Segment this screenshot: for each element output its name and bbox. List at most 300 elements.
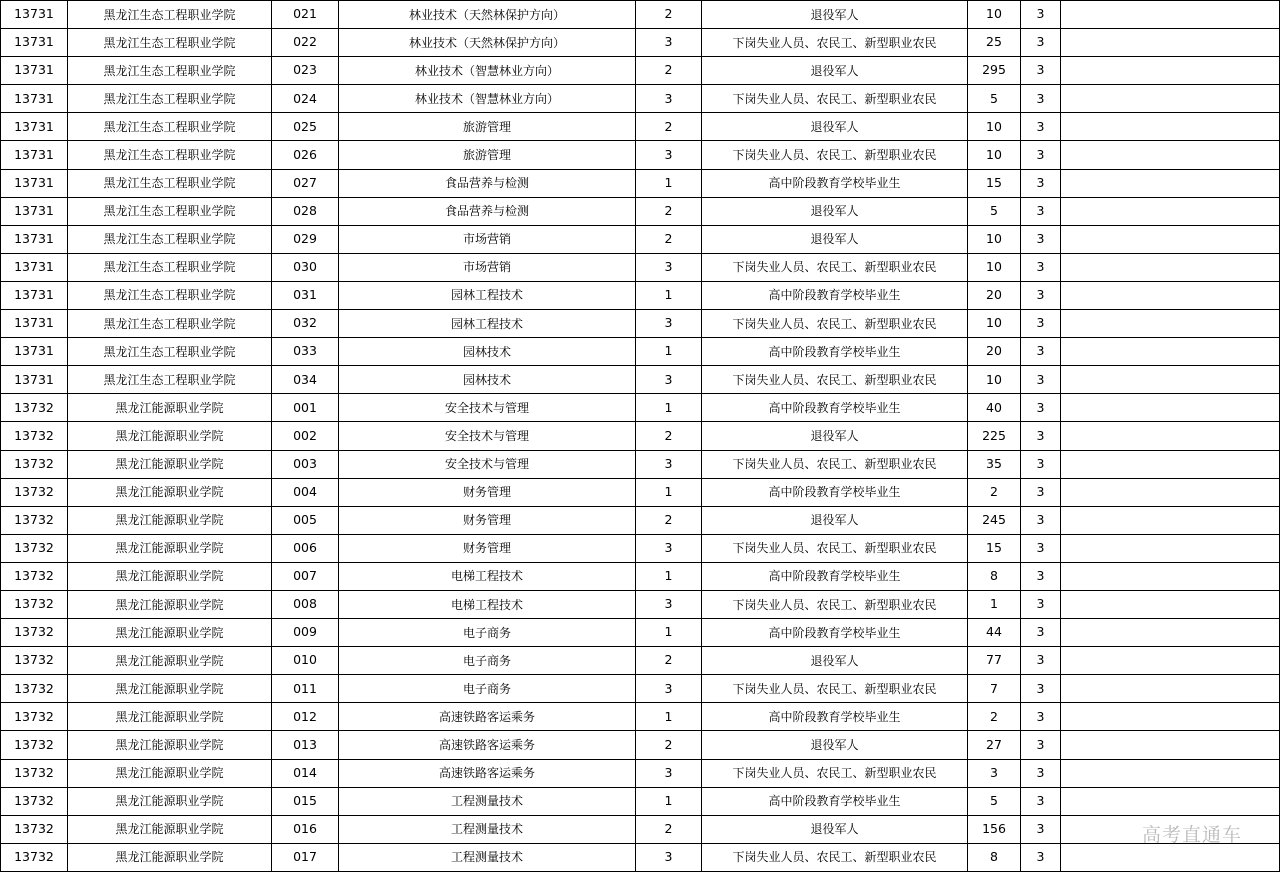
school-name-cell: 黑龙江生态工程职业学院 — [68, 281, 272, 309]
school-code-cell: 13732 — [1, 590, 68, 618]
school-name-cell: 黑龙江能源职业学院 — [68, 619, 272, 647]
note-cell — [1061, 506, 1280, 534]
note-cell — [1061, 338, 1280, 366]
school-code-cell: 13732 — [1, 787, 68, 815]
category-cell: 3 — [636, 843, 702, 871]
school-code-cell: 13732 — [1, 422, 68, 450]
applicant-type-cell: 高中阶段教育学校毕业生 — [702, 169, 968, 197]
table-row — [1, 29, 1280, 57]
table-row — [1, 675, 1280, 703]
school-code-cell: 13732 — [1, 534, 68, 562]
category-cell: 2 — [636, 113, 702, 141]
quota-cell: 156 — [968, 815, 1021, 843]
school-name-cell: 黑龙江生态工程职业学院 — [68, 338, 272, 366]
category-cell: 2 — [636, 197, 702, 225]
major-name-cell: 林业技术（智慧林业方向） — [339, 85, 636, 113]
duration-cell: 3 — [1021, 759, 1061, 787]
major-name-cell: 财务管理 — [339, 534, 636, 562]
table-row — [1, 703, 1280, 731]
applicant-type-cell: 高中阶段教育学校毕业生 — [702, 703, 968, 731]
quota-cell: 10 — [968, 141, 1021, 169]
school-name-cell: 黑龙江能源职业学院 — [68, 506, 272, 534]
school-code-cell: 13731 — [1, 225, 68, 253]
note-cell — [1061, 281, 1280, 309]
quota-cell: 2 — [968, 703, 1021, 731]
duration-cell: 3 — [1021, 253, 1061, 281]
major-code-cell: 030 — [272, 253, 339, 281]
applicant-type-cell: 下岗失业人员、农民工、新型职业农民 — [702, 29, 968, 57]
applicant-type-cell: 退役军人 — [702, 113, 968, 141]
table-row — [1, 281, 1280, 309]
category-cell: 2 — [636, 815, 702, 843]
duration-cell: 3 — [1021, 394, 1061, 422]
quota-cell: 10 — [968, 310, 1021, 338]
major-code-cell: 009 — [272, 619, 339, 647]
major-code-cell: 023 — [272, 57, 339, 85]
applicant-type-cell: 高中阶段教育学校毕业生 — [702, 478, 968, 506]
school-code-cell: 13732 — [1, 450, 68, 478]
school-name-cell: 黑龙江生态工程职业学院 — [68, 169, 272, 197]
note-cell — [1061, 731, 1280, 759]
school-name-cell: 黑龙江能源职业学院 — [68, 647, 272, 675]
duration-cell: 3 — [1021, 703, 1061, 731]
school-name-cell: 黑龙江能源职业学院 — [68, 703, 272, 731]
table-row — [1, 590, 1280, 618]
applicant-type-cell: 退役军人 — [702, 57, 968, 85]
major-name-cell: 电子商务 — [339, 675, 636, 703]
note-cell — [1061, 1, 1280, 29]
quota-cell: 27 — [968, 731, 1021, 759]
major-name-cell: 食品营养与检测 — [339, 169, 636, 197]
duration-cell: 3 — [1021, 534, 1061, 562]
table-row — [1, 843, 1280, 871]
school-name-cell: 黑龙江生态工程职业学院 — [68, 29, 272, 57]
applicant-type-cell: 下岗失业人员、农民工、新型职业农民 — [702, 534, 968, 562]
applicant-type-cell: 高中阶段教育学校毕业生 — [702, 338, 968, 366]
major-code-cell: 033 — [272, 338, 339, 366]
quota-cell: 5 — [968, 197, 1021, 225]
applicant-type-cell: 退役军人 — [702, 815, 968, 843]
note-cell — [1061, 310, 1280, 338]
table-row — [1, 253, 1280, 281]
applicant-type-cell: 下岗失业人员、农民工、新型职业农民 — [702, 253, 968, 281]
major-code-cell: 022 — [272, 29, 339, 57]
major-name-cell: 工程测量技术 — [339, 815, 636, 843]
table-row — [1, 787, 1280, 815]
table-body — [1, 1, 1280, 872]
school-code-cell: 13732 — [1, 759, 68, 787]
major-code-cell: 011 — [272, 675, 339, 703]
applicant-type-cell: 退役军人 — [702, 225, 968, 253]
table-row — [1, 422, 1280, 450]
note-cell — [1061, 619, 1280, 647]
applicant-type-cell: 高中阶段教育学校毕业生 — [702, 787, 968, 815]
quota-cell: 5 — [968, 85, 1021, 113]
quota-cell: 1 — [968, 590, 1021, 618]
duration-cell: 3 — [1021, 422, 1061, 450]
school-name-cell: 黑龙江能源职业学院 — [68, 815, 272, 843]
category-cell: 1 — [636, 562, 702, 590]
school-name-cell: 黑龙江生态工程职业学院 — [68, 225, 272, 253]
major-name-cell: 电子商务 — [339, 619, 636, 647]
school-name-cell: 黑龙江能源职业学院 — [68, 394, 272, 422]
school-code-cell: 13731 — [1, 113, 68, 141]
duration-cell: 3 — [1021, 478, 1061, 506]
quota-cell: 225 — [968, 422, 1021, 450]
quota-cell: 2 — [968, 478, 1021, 506]
major-code-cell: 021 — [272, 1, 339, 29]
quota-cell: 10 — [968, 113, 1021, 141]
major-code-cell: 005 — [272, 506, 339, 534]
category-cell: 1 — [636, 281, 702, 309]
major-name-cell: 高速铁路客运乘务 — [339, 759, 636, 787]
applicant-type-cell: 退役军人 — [702, 506, 968, 534]
school-code-cell: 13732 — [1, 675, 68, 703]
category-cell: 2 — [636, 225, 702, 253]
note-cell — [1061, 759, 1280, 787]
major-name-cell: 园林工程技术 — [339, 281, 636, 309]
school-name-cell: 黑龙江生态工程职业学院 — [68, 57, 272, 85]
note-cell — [1061, 534, 1280, 562]
school-name-cell: 黑龙江能源职业学院 — [68, 731, 272, 759]
duration-cell: 3 — [1021, 310, 1061, 338]
school-name-cell: 黑龙江生态工程职业学院 — [68, 1, 272, 29]
category-cell: 3 — [636, 141, 702, 169]
quota-cell: 8 — [968, 843, 1021, 871]
applicant-type-cell: 下岗失业人员、农民工、新型职业农民 — [702, 675, 968, 703]
note-cell — [1061, 85, 1280, 113]
major-code-cell: 026 — [272, 141, 339, 169]
category-cell: 3 — [636, 366, 702, 394]
applicant-type-cell: 下岗失业人员、农民工、新型职业农民 — [702, 590, 968, 618]
school-name-cell: 黑龙江生态工程职业学院 — [68, 253, 272, 281]
major-code-cell: 031 — [272, 281, 339, 309]
major-name-cell: 财务管理 — [339, 478, 636, 506]
table-row — [1, 394, 1280, 422]
table-row — [1, 366, 1280, 394]
major-name-cell: 市场营销 — [339, 253, 636, 281]
major-code-cell: 006 — [272, 534, 339, 562]
applicant-type-cell: 退役军人 — [702, 422, 968, 450]
category-cell: 1 — [636, 619, 702, 647]
major-code-cell: 015 — [272, 787, 339, 815]
major-code-cell: 003 — [272, 450, 339, 478]
note-cell — [1061, 590, 1280, 618]
category-cell: 2 — [636, 1, 702, 29]
major-code-cell: 024 — [272, 85, 339, 113]
watermark: 高考直通车 — [1142, 824, 1243, 846]
category-cell: 3 — [636, 85, 702, 113]
note-cell — [1061, 675, 1280, 703]
note-cell — [1061, 843, 1280, 871]
major-name-cell: 财务管理 — [339, 506, 636, 534]
table-row — [1, 197, 1280, 225]
school-name-cell: 黑龙江能源职业学院 — [68, 562, 272, 590]
major-name-cell: 安全技术与管理 — [339, 450, 636, 478]
applicant-type-cell: 下岗失业人员、农民工、新型职业农民 — [702, 310, 968, 338]
duration-cell: 3 — [1021, 197, 1061, 225]
table-row — [1, 1, 1280, 29]
school-code-cell: 13732 — [1, 562, 68, 590]
school-code-cell: 13731 — [1, 338, 68, 366]
category-cell: 3 — [636, 450, 702, 478]
quota-cell: 3 — [968, 759, 1021, 787]
category-cell: 3 — [636, 675, 702, 703]
applicant-type-cell: 下岗失业人员、农民工、新型职业农民 — [702, 843, 968, 871]
note-cell — [1061, 169, 1280, 197]
category-cell: 1 — [636, 394, 702, 422]
note-cell — [1061, 57, 1280, 85]
category-cell: 3 — [636, 29, 702, 57]
major-name-cell: 安全技术与管理 — [339, 422, 636, 450]
school-code-cell: 13731 — [1, 29, 68, 57]
table-row — [1, 815, 1280, 843]
category-cell: 3 — [636, 253, 702, 281]
table-row — [1, 731, 1280, 759]
major-name-cell: 食品营养与检测 — [339, 197, 636, 225]
note-cell — [1061, 478, 1280, 506]
major-name-cell: 电子商务 — [339, 647, 636, 675]
school-name-cell: 黑龙江生态工程职业学院 — [68, 141, 272, 169]
note-cell — [1061, 787, 1280, 815]
school-name-cell: 黑龙江能源职业学院 — [68, 590, 272, 618]
major-code-cell: 025 — [272, 113, 339, 141]
school-code-cell: 13732 — [1, 703, 68, 731]
major-code-cell: 013 — [272, 731, 339, 759]
table-row — [1, 169, 1280, 197]
quota-cell: 295 — [968, 57, 1021, 85]
duration-cell: 3 — [1021, 506, 1061, 534]
major-code-cell: 002 — [272, 422, 339, 450]
school-name-cell: 黑龙江能源职业学院 — [68, 787, 272, 815]
school-code-cell: 13731 — [1, 253, 68, 281]
table-row — [1, 57, 1280, 85]
major-name-cell: 工程测量技术 — [339, 843, 636, 871]
school-code-cell: 13731 — [1, 57, 68, 85]
applicant-type-cell: 退役军人 — [702, 197, 968, 225]
category-cell: 2 — [636, 422, 702, 450]
note-cell — [1061, 141, 1280, 169]
quota-cell: 245 — [968, 506, 1021, 534]
duration-cell: 3 — [1021, 225, 1061, 253]
school-code-cell: 13732 — [1, 394, 68, 422]
school-name-cell: 黑龙江生态工程职业学院 — [68, 366, 272, 394]
applicant-type-cell: 下岗失业人员、农民工、新型职业农民 — [702, 450, 968, 478]
category-cell: 2 — [636, 647, 702, 675]
table-row — [1, 562, 1280, 590]
category-cell: 1 — [636, 703, 702, 731]
major-name-cell: 工程测量技术 — [339, 787, 636, 815]
school-code-cell: 13732 — [1, 506, 68, 534]
quota-cell: 40 — [968, 394, 1021, 422]
duration-cell: 3 — [1021, 562, 1061, 590]
category-cell: 3 — [636, 534, 702, 562]
major-code-cell: 017 — [272, 843, 339, 871]
note-cell — [1061, 450, 1280, 478]
school-code-cell: 13731 — [1, 197, 68, 225]
school-code-cell: 13731 — [1, 169, 68, 197]
applicant-type-cell: 高中阶段教育学校毕业生 — [702, 619, 968, 647]
duration-cell: 3 — [1021, 57, 1061, 85]
school-name-cell: 黑龙江生态工程职业学院 — [68, 85, 272, 113]
school-name-cell: 黑龙江能源职业学院 — [68, 759, 272, 787]
quota-cell: 5 — [968, 787, 1021, 815]
duration-cell: 3 — [1021, 675, 1061, 703]
duration-cell: 3 — [1021, 29, 1061, 57]
school-name-cell: 黑龙江生态工程职业学院 — [68, 113, 272, 141]
duration-cell: 3 — [1021, 590, 1061, 618]
category-cell: 2 — [636, 731, 702, 759]
duration-cell: 3 — [1021, 338, 1061, 366]
school-code-cell: 13732 — [1, 478, 68, 506]
table-row — [1, 759, 1280, 787]
major-name-cell: 市场营销 — [339, 225, 636, 253]
applicant-type-cell: 高中阶段教育学校毕业生 — [702, 394, 968, 422]
table-row — [1, 619, 1280, 647]
note-cell — [1061, 197, 1280, 225]
quota-cell: 8 — [968, 562, 1021, 590]
major-name-cell: 园林技术 — [339, 366, 636, 394]
school-name-cell: 黑龙江能源职业学院 — [68, 843, 272, 871]
note-cell — [1061, 253, 1280, 281]
quota-cell: 10 — [968, 366, 1021, 394]
duration-cell: 3 — [1021, 141, 1061, 169]
table-row — [1, 225, 1280, 253]
duration-cell: 3 — [1021, 619, 1061, 647]
category-cell: 3 — [636, 590, 702, 618]
school-code-cell: 13732 — [1, 731, 68, 759]
school-code-cell: 13732 — [1, 815, 68, 843]
school-code-cell: 13731 — [1, 310, 68, 338]
school-code-cell: 13732 — [1, 843, 68, 871]
major-name-cell: 旅游管理 — [339, 113, 636, 141]
major-name-cell: 林业技术（天然林保护方向） — [339, 1, 636, 29]
quota-cell: 25 — [968, 29, 1021, 57]
category-cell: 1 — [636, 478, 702, 506]
duration-cell: 3 — [1021, 366, 1061, 394]
school-name-cell: 黑龙江能源职业学院 — [68, 422, 272, 450]
major-name-cell: 林业技术（智慧林业方向） — [339, 57, 636, 85]
applicant-type-cell: 下岗失业人员、农民工、新型职业农民 — [702, 85, 968, 113]
major-name-cell: 旅游管理 — [339, 141, 636, 169]
major-name-cell: 园林工程技术 — [339, 310, 636, 338]
school-code-cell: 13731 — [1, 141, 68, 169]
applicant-type-cell: 下岗失业人员、农民工、新型职业农民 — [702, 141, 968, 169]
school-code-cell: 13731 — [1, 281, 68, 309]
quota-cell: 20 — [968, 338, 1021, 366]
school-name-cell: 黑龙江能源职业学院 — [68, 450, 272, 478]
quota-cell: 44 — [968, 619, 1021, 647]
school-name-cell: 黑龙江生态工程职业学院 — [68, 310, 272, 338]
category-cell: 1 — [636, 338, 702, 366]
quota-cell: 20 — [968, 281, 1021, 309]
table-row — [1, 478, 1280, 506]
quota-cell: 77 — [968, 647, 1021, 675]
quota-cell: 10 — [968, 253, 1021, 281]
table-row — [1, 450, 1280, 478]
duration-cell: 3 — [1021, 731, 1061, 759]
duration-cell: 3 — [1021, 450, 1061, 478]
applicant-type-cell: 高中阶段教育学校毕业生 — [702, 281, 968, 309]
note-cell — [1061, 113, 1280, 141]
table-row — [1, 647, 1280, 675]
quota-cell: 35 — [968, 450, 1021, 478]
table-row — [1, 506, 1280, 534]
applicant-type-cell: 退役军人 — [702, 1, 968, 29]
duration-cell: 3 — [1021, 169, 1061, 197]
major-code-cell: 034 — [272, 366, 339, 394]
major-code-cell: 001 — [272, 394, 339, 422]
quota-cell: 10 — [968, 225, 1021, 253]
major-name-cell: 高速铁路客运乘务 — [339, 731, 636, 759]
major-name-cell: 园林技术 — [339, 338, 636, 366]
duration-cell: 3 — [1021, 113, 1061, 141]
table-row — [1, 534, 1280, 562]
note-cell — [1061, 422, 1280, 450]
school-code-cell: 13731 — [1, 366, 68, 394]
quota-cell: 15 — [968, 534, 1021, 562]
note-cell — [1061, 225, 1280, 253]
note-cell — [1061, 366, 1280, 394]
quota-cell: 10 — [968, 1, 1021, 29]
applicant-type-cell: 退役军人 — [702, 731, 968, 759]
school-code-cell: 13732 — [1, 647, 68, 675]
category-cell: 2 — [636, 506, 702, 534]
major-code-cell: 008 — [272, 590, 339, 618]
category-cell: 3 — [636, 310, 702, 338]
applicant-type-cell: 下岗失业人员、农民工、新型职业农民 — [702, 366, 968, 394]
duration-cell: 3 — [1021, 647, 1061, 675]
duration-cell: 3 — [1021, 85, 1061, 113]
school-name-cell: 黑龙江能源职业学院 — [68, 675, 272, 703]
note-cell — [1061, 562, 1280, 590]
major-code-cell: 027 — [272, 169, 339, 197]
major-code-cell: 004 — [272, 478, 339, 506]
note-cell — [1061, 647, 1280, 675]
table-row — [1, 85, 1280, 113]
quota-cell: 7 — [968, 675, 1021, 703]
duration-cell: 3 — [1021, 815, 1061, 843]
quota-cell: 15 — [968, 169, 1021, 197]
major-name-cell: 电梯工程技术 — [339, 562, 636, 590]
major-code-cell: 014 — [272, 759, 339, 787]
table-row — [1, 113, 1280, 141]
duration-cell: 3 — [1021, 787, 1061, 815]
note-cell — [1061, 703, 1280, 731]
duration-cell: 3 — [1021, 281, 1061, 309]
major-name-cell: 高速铁路客运乘务 — [339, 703, 636, 731]
applicant-type-cell: 退役军人 — [702, 647, 968, 675]
major-code-cell: 016 — [272, 815, 339, 843]
major-code-cell: 012 — [272, 703, 339, 731]
category-cell: 1 — [636, 169, 702, 197]
major-code-cell: 032 — [272, 310, 339, 338]
note-cell — [1061, 394, 1280, 422]
major-code-cell: 007 — [272, 562, 339, 590]
school-name-cell: 黑龙江能源职业学院 — [68, 478, 272, 506]
school-name-cell: 黑龙江能源职业学院 — [68, 534, 272, 562]
table-row — [1, 141, 1280, 169]
category-cell: 3 — [636, 759, 702, 787]
table-row — [1, 338, 1280, 366]
category-cell: 1 — [636, 787, 702, 815]
major-code-cell: 028 — [272, 197, 339, 225]
school-code-cell: 13731 — [1, 1, 68, 29]
major-name-cell: 安全技术与管理 — [339, 394, 636, 422]
school-code-cell: 13732 — [1, 619, 68, 647]
school-name-cell: 黑龙江生态工程职业学院 — [68, 197, 272, 225]
table-row — [1, 310, 1280, 338]
